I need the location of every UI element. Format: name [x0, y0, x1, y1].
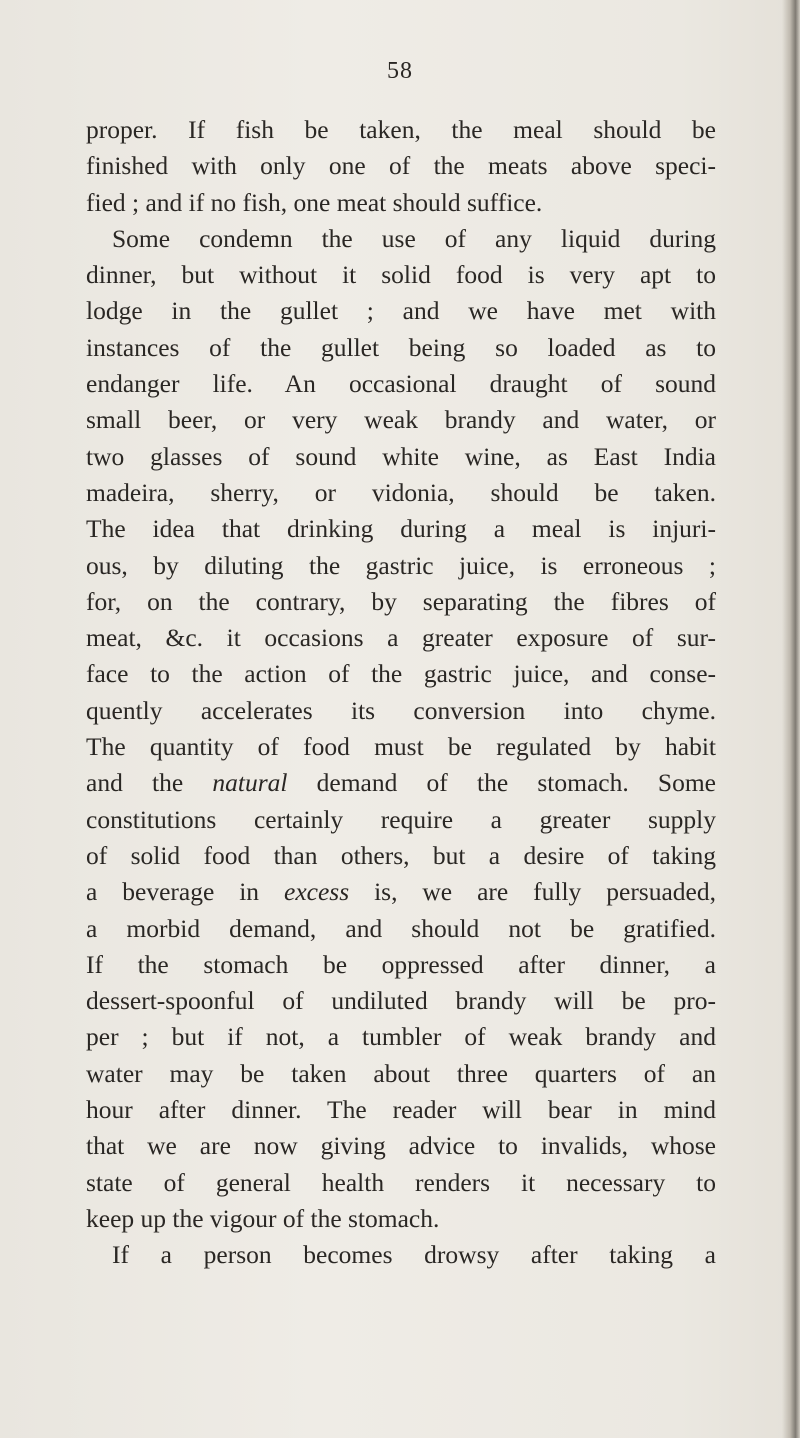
- text-line: Some condemn the use of any liquid during: [112, 223, 716, 253]
- text-line: fied ; and if no fish, one meat should suffice.: [86, 187, 543, 217]
- italic-word: excess: [284, 877, 350, 907]
- text-line: [86, 874, 716, 910]
- text-line: water may be taken about three quarters of an: [86, 1058, 716, 1088]
- text-line: face to the action of the gastric juice, and conse-: [86, 659, 716, 689]
- text-line: The quantity of food must be regulated by habit: [86, 732, 716, 762]
- page-number: 58: [387, 58, 413, 84]
- italic-word: natural: [212, 768, 288, 798]
- text-line: quently accelerates its conversion into chyme.: [86, 695, 716, 725]
- page-edge-shadow: [782, 0, 800, 1438]
- text-line: lodge in the gullet ; and we have met with: [86, 296, 716, 326]
- text-line: per ; but if not, a tumbler of weak brandy and: [86, 1022, 716, 1052]
- text-line: [86, 765, 716, 801]
- text-line: state of general health renders it necessary to: [86, 1167, 716, 1197]
- text-line: meat, &c. it occasions a greater exposure of sur-: [86, 623, 716, 653]
- text-line: small beer, or very weak brandy and water, or: [86, 405, 716, 435]
- text-line: dinner, but without it solid food is very apt to: [86, 260, 716, 290]
- text-line: that we are now giving advice to invalids, whose: [86, 1131, 716, 1161]
- text-line: proper. If fish be taken, the meal should be: [86, 115, 716, 144]
- text-line: dessert-spoonful of undiluted brandy will be pro-: [86, 986, 716, 1016]
- text-line: of solid food than others, but a desire of taking: [86, 840, 716, 870]
- text-segment: a beverage in: [86, 877, 284, 907]
- text-segment: is, we are fully persuaded,: [349, 877, 716, 907]
- text-line: madeira, sherry, or vidonia, should be taken.: [86, 477, 716, 507]
- text-line: ous, by diluting the gastric juice, is erroneous ;: [86, 550, 716, 580]
- text-line: finished with only one of the meats above speci-: [86, 151, 716, 181]
- text-segment: demand of the stomach. Some: [287, 768, 716, 798]
- text-line: hour after dinner. The reader will bear in mind: [86, 1095, 716, 1125]
- text-line: two glasses of sound white wine, as East India: [86, 441, 716, 471]
- text-line: keep up the vigour of the stomach.: [86, 1203, 440, 1233]
- text-line: instances of the gullet being so loaded as to: [86, 332, 716, 362]
- text-line: a morbid demand, and should not be gratified.: [86, 913, 716, 943]
- text-line: constitutions certainly require a greater supply: [86, 804, 716, 834]
- text-line: The idea that drinking during a meal is injuri-: [86, 514, 716, 544]
- text-line: for, on the contrary, by separating the fibres of: [86, 586, 716, 616]
- body-text: [86, 112, 716, 1274]
- text-line: endanger life. An occasional draught of sound: [86, 369, 716, 399]
- text-line: If a person becomes drowsy after taking a: [112, 1240, 716, 1270]
- text-line: If the stomach be oppressed after dinner, a: [86, 949, 716, 979]
- text-segment: and the: [86, 768, 213, 798]
